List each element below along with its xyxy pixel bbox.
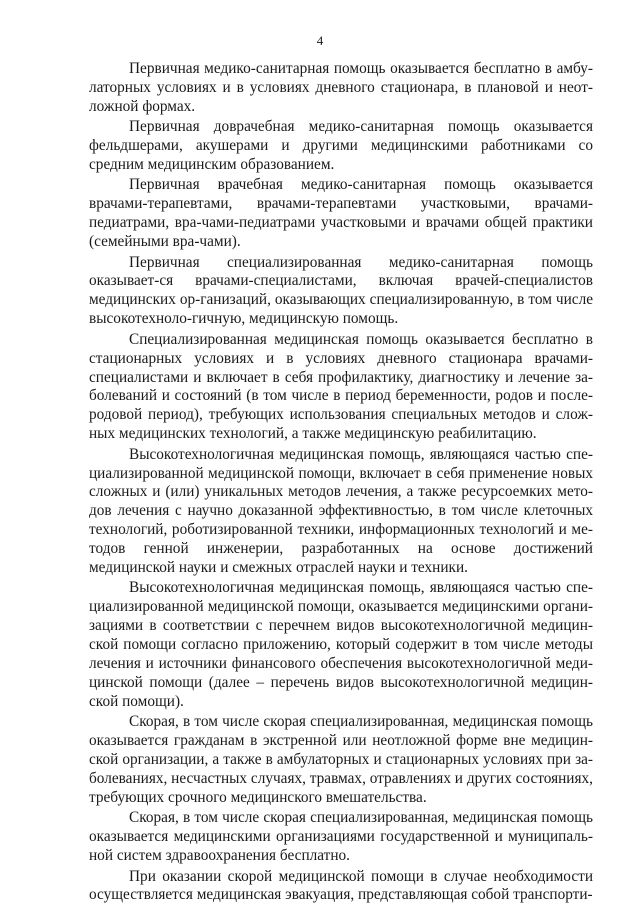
paragraph-high-tech-care: Высокотехнологичная медицинская помощь, являющаяся частью спе-циализированной медицинской помощи, включает в себя применение новых сложных и (или) уникальных методов лечения, а также ресурсоемких мето-дов лечения с научно доказанной эффективностью, в том числе клеточных технологий, роботизированной техники, информационных технологий и ме-тодов генной инженерии, разработанных на основе достижений медицинской науки и смежных отраслей науки и техники. [89,445,593,577]
paragraph-specialized-care: Специализированная медицинская помощь оказывается бесплатно в стационарных условиях и в условиях дневного стационара врачами-специалистами и включает в себя профилактику, диагностику и лечение за-болеваний и состояний (в том числе в период беременности, родов и после-родовой период), требующих использования специальных методов и слож-ных медицинских технологий, а также медицинскую реабилитацию. [89,330,593,443]
paragraph-primary-care: Первичная медико-санитарная помощь оказывается бесплатно в амбу-латорных условиях и в условиях дневного стационара, в плановой и неот-ложной формах. [89,60,593,115]
paragraph-high-tech-care-providers: Высокотехнологичная медицинская помощь, являющаяся частью спе-циализированной медицинской помощи, оказывается медицинскими органи-зациями в соответствии с перечнем видов высокотехнологичной медицин-ской помощи согласно приложению, который содержит в том числе методы лечения и источники финансового обеспечения высокотехнологичной меди-цинской помощи (далее – перечень видов высокотехнологичной медицин-ской помощи). [89,579,593,710]
page-number: 4 [316,33,324,48]
paragraph-specialized-primary-care: Первичная специализированная медико-санитарная помощь оказывает-ся врачами-специалистами, включая врачей-специалистов медицинских ор-ганизаций, оказывающих специализированную, в том числе высокотехноло-гичную, медицинскую помощь. [89,253,593,328]
paragraph-emergency-care: Скорая, в том числе скорая специализированная, медицинская помощь оказывается гражданам в экстренной или неотложной форме вне медицин-ской организации, а также в амбулаторных и стационарных условиях при за-болеваниях, несчастных случаях, травмах, отравлениях и других состояниях, требующих срочного медицинского вмешательства. [89,713,593,806]
paragraph-medical-evacuation: При оказании скорой медицинской помощи в случае необходимости осуществляется медицинская эвакуация, представляющая собой транспорти- [89,867,593,904]
paragraph-doctor-care: Первичная врачебная медико-санитарная помощь оказывается врачами-терапевтами, врачами-терапевтами участковыми, врачами-педиатрами, вра-чами-педиатрами участковыми и врачами общей практики (семейными вра-чами). [89,176,593,251]
paragraph-emergency-care-free: Скорая, в том числе скорая специализированная, медицинская помощь оказывается медицинскими организациями государственной и муниципаль-ной систем здравоохранения бесплатно. [89,809,593,865]
document-body [89,60,593,907]
paragraph-pre-doctor-care: Первичная доврачебная медико-санитарная помощь оказывается фельдшерами, акушерами и другими медицинскими работниками со средним медицинским образованием. [89,118,593,174]
